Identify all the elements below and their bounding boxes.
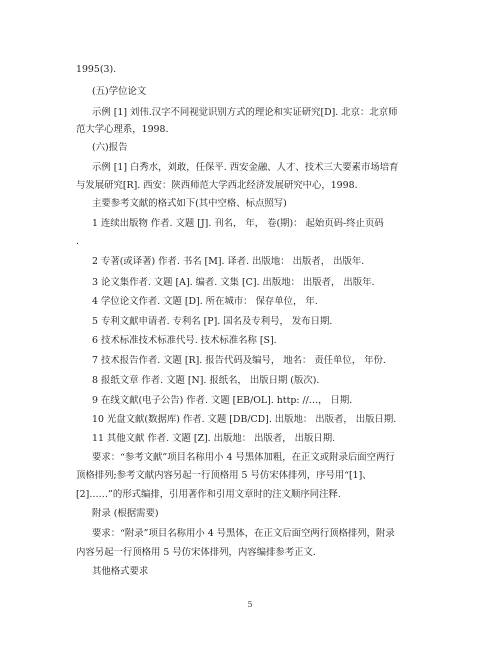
text-line: 内容另起一行顶格用 5 号仿宋体排列，内容编排参考正文. [76, 547, 316, 558]
reference-format-item: 11 其他文献 作者. 文题 [Z]. 出版地： 出版者， 出版日期. [92, 433, 336, 444]
reference-format-item: 8 报纸文章 作者. 文题 [N]. 报纸名， 出版日期 (版次). [92, 375, 320, 386]
reference-format-item: 1 连续出版物 作者. 文题 [J]. 刊名， 年， 卷(期)： 起始页码-终止页码 [92, 218, 384, 229]
text-line: 主要参考文献的格式如下(其中空格、标点照写) [92, 198, 287, 209]
text-line: 1995(3). [76, 64, 117, 75]
reference-format-item: 3 论文集作者. 文题 [A]. 编者. 文集 [C]. 出版地： 出版者， 出版年. [92, 277, 375, 288]
text-line: [2]……”的形式编排，引用著作和引用文章时的注文顺序同注释. [76, 489, 341, 500]
text-line: 示例 [1] 刘伟.汉字不同视觉识别方式的理论和实证研究[D]. 北京：北京师 [92, 107, 398, 118]
reference-format-item: 5 专利文献申请者. 专利名 [P]. 国名及专利号， 发布日期. [92, 316, 333, 327]
section-heading: (五)学位论文 [92, 86, 147, 97]
reference-format-item: 2 专著(或译著) 作者. 书名 [M]. 译者. 出版地： 出版者， 出版年. [92, 256, 365, 267]
text-line: 顶格排列;参考文献内容另起一行顶格用 5 号仿宋体排列，序号用“[1]、 [76, 470, 372, 481]
text-line: 要求：“附录”项目名称用小 4 号黑体，在正文后面空两行顶格排列，附录 [92, 528, 395, 539]
reference-format-item: 9 在线文献(电子公告) 作者. 文题 [EB/OL]. http: //…， 日期. [92, 395, 353, 406]
text-line: 示例 [1] 白秀水，刘敢，任保平. 西安金融、人才、技术三大要素市场培育 [92, 162, 399, 173]
text-line: 要求：“参考文献”项目名称用小 4 号黑体加粗，在正文或附录后面空两行 [92, 452, 395, 463]
page-number: 5 [247, 600, 253, 609]
section-heading: 其他格式要求 [92, 566, 149, 577]
text-line: . [76, 236, 79, 247]
reference-format-item: 4 学位论文作者. 文题 [D]. 所在城市： 保存单位， 年. [92, 296, 318, 307]
reference-format-item: 6 技术标准技术标准代号. 技术标准名称 [S]. [92, 335, 277, 346]
reference-format-item: 7 技术报告作者. 文题 [R]. 报告代码及编号， 地名： 责任单位， 年份. [92, 355, 386, 366]
section-heading: (六)报告 [92, 142, 128, 153]
section-heading: 附录 (根据需要) [92, 508, 159, 519]
reference-format-item: 10 光盘文献(数据库) 作者. 文题 [DB/CD]. 出版地： 出版者， 出版日期. [92, 414, 397, 425]
text-line: 与发展研究[R]. 西安：陕西师范大学西北经济发展研究中心，1998. [76, 180, 358, 191]
text-line: 范大学心理系，1998. [76, 124, 169, 135]
